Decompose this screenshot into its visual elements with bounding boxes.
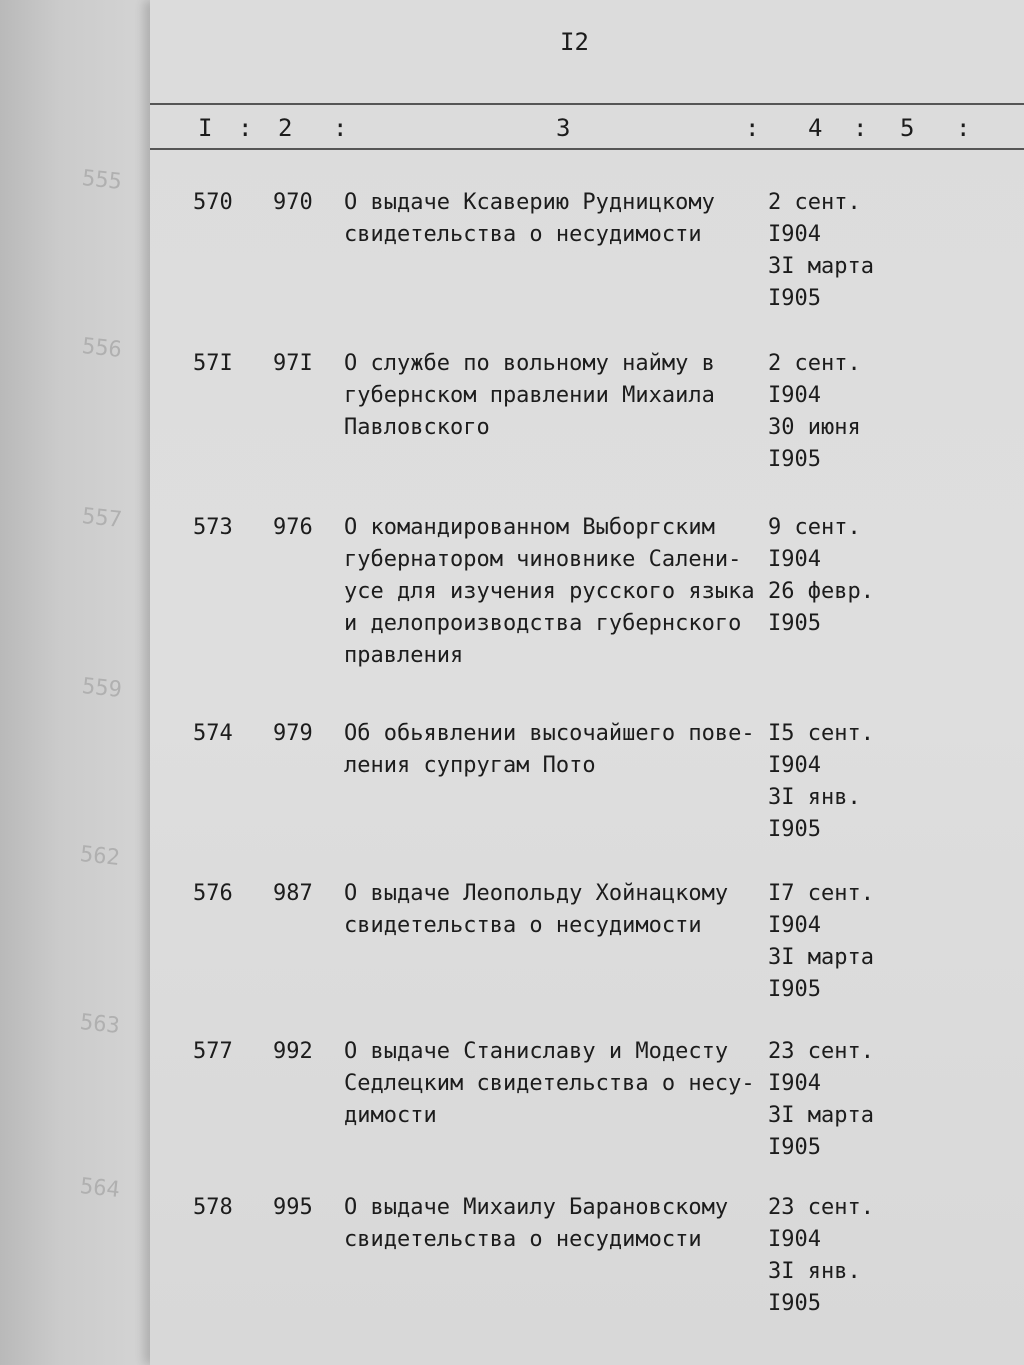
record-number: 573 (193, 515, 233, 540)
header-col-2: 2 (278, 114, 293, 142)
record-title: Об обьявлении высочайшего пове- ления супругам Пото (344, 721, 755, 778)
record-number: 570 (193, 190, 233, 215)
margin-fragment: 555 (80, 165, 123, 196)
header-separator: : (333, 114, 348, 142)
record-dates: I7 сент. I904 3I марта I905 (768, 881, 874, 1002)
header-top-rule (150, 103, 1024, 105)
record-dates: I5 сент. I904 3I янв. I905 (768, 721, 874, 842)
file-number: 97I (273, 351, 313, 376)
margin-fragment: 563 (78, 1009, 121, 1040)
record-dates: 2 сент. I904 30 июня I905 (768, 351, 861, 472)
record-dates: 23 сент. I904 3I марта I905 (768, 1039, 874, 1160)
margin-fragment: 559 (80, 673, 123, 704)
record-number: 576 (193, 881, 233, 906)
header-separator: : (238, 114, 253, 142)
header-col-4: 4 (808, 114, 823, 142)
record-title: О командированном Выборгским губернатором чиновнике Салени- усе для изучения русского языка и делопроизводства губернского правления (344, 515, 755, 668)
header-separator: : (745, 114, 760, 142)
record-number: 577 (193, 1039, 233, 1064)
header-bottom-rule (150, 148, 1024, 150)
record-number: 57I (193, 351, 233, 376)
record-title: О выдаче Михаилу Барановскому свидетельства о несудимости (344, 1195, 729, 1252)
file-number: 987 (273, 881, 313, 906)
file-number: 979 (273, 721, 313, 746)
record-title: О выдаче Ксаверию Рудницкому свидетельства о несудимости (344, 190, 715, 247)
file-number: 970 (273, 190, 313, 215)
left-margin-shadow (0, 0, 150, 1365)
header-separator: : (956, 114, 971, 142)
record-number: 574 (193, 721, 233, 746)
header-separator: : (853, 114, 868, 142)
margin-fragment: 562 (78, 841, 121, 872)
record-number: 578 (193, 1195, 233, 1220)
record-title: О службе по вольному найму в губернском правлении Михаила Павловского (344, 351, 715, 440)
file-number: 992 (273, 1039, 313, 1064)
record-dates: 9 сент. I904 26 февр. I905 (768, 515, 874, 636)
record-title: О выдаче Леопольду Хойнацкому свидетельства о несудимости (344, 881, 729, 938)
page-number: I2 (560, 28, 589, 56)
margin-fragment: 564 (78, 1173, 121, 1204)
header-col-1: I (198, 114, 213, 142)
header-col-3: 3 (556, 114, 571, 142)
record-dates: 2 сент. I904 3I марта I905 (768, 190, 874, 311)
file-number: 976 (273, 515, 313, 540)
record-dates: 23 сент. I904 3I янв. I905 (768, 1195, 874, 1316)
record-title: О выдаче Станиславу и Модесту Седлецким свидетельства о несу- димости (344, 1039, 755, 1128)
header-col-5: 5 (900, 114, 915, 142)
file-number: 995 (273, 1195, 313, 1220)
margin-fragment: 557 (80, 503, 123, 534)
margin-fragment: 556 (80, 333, 123, 364)
